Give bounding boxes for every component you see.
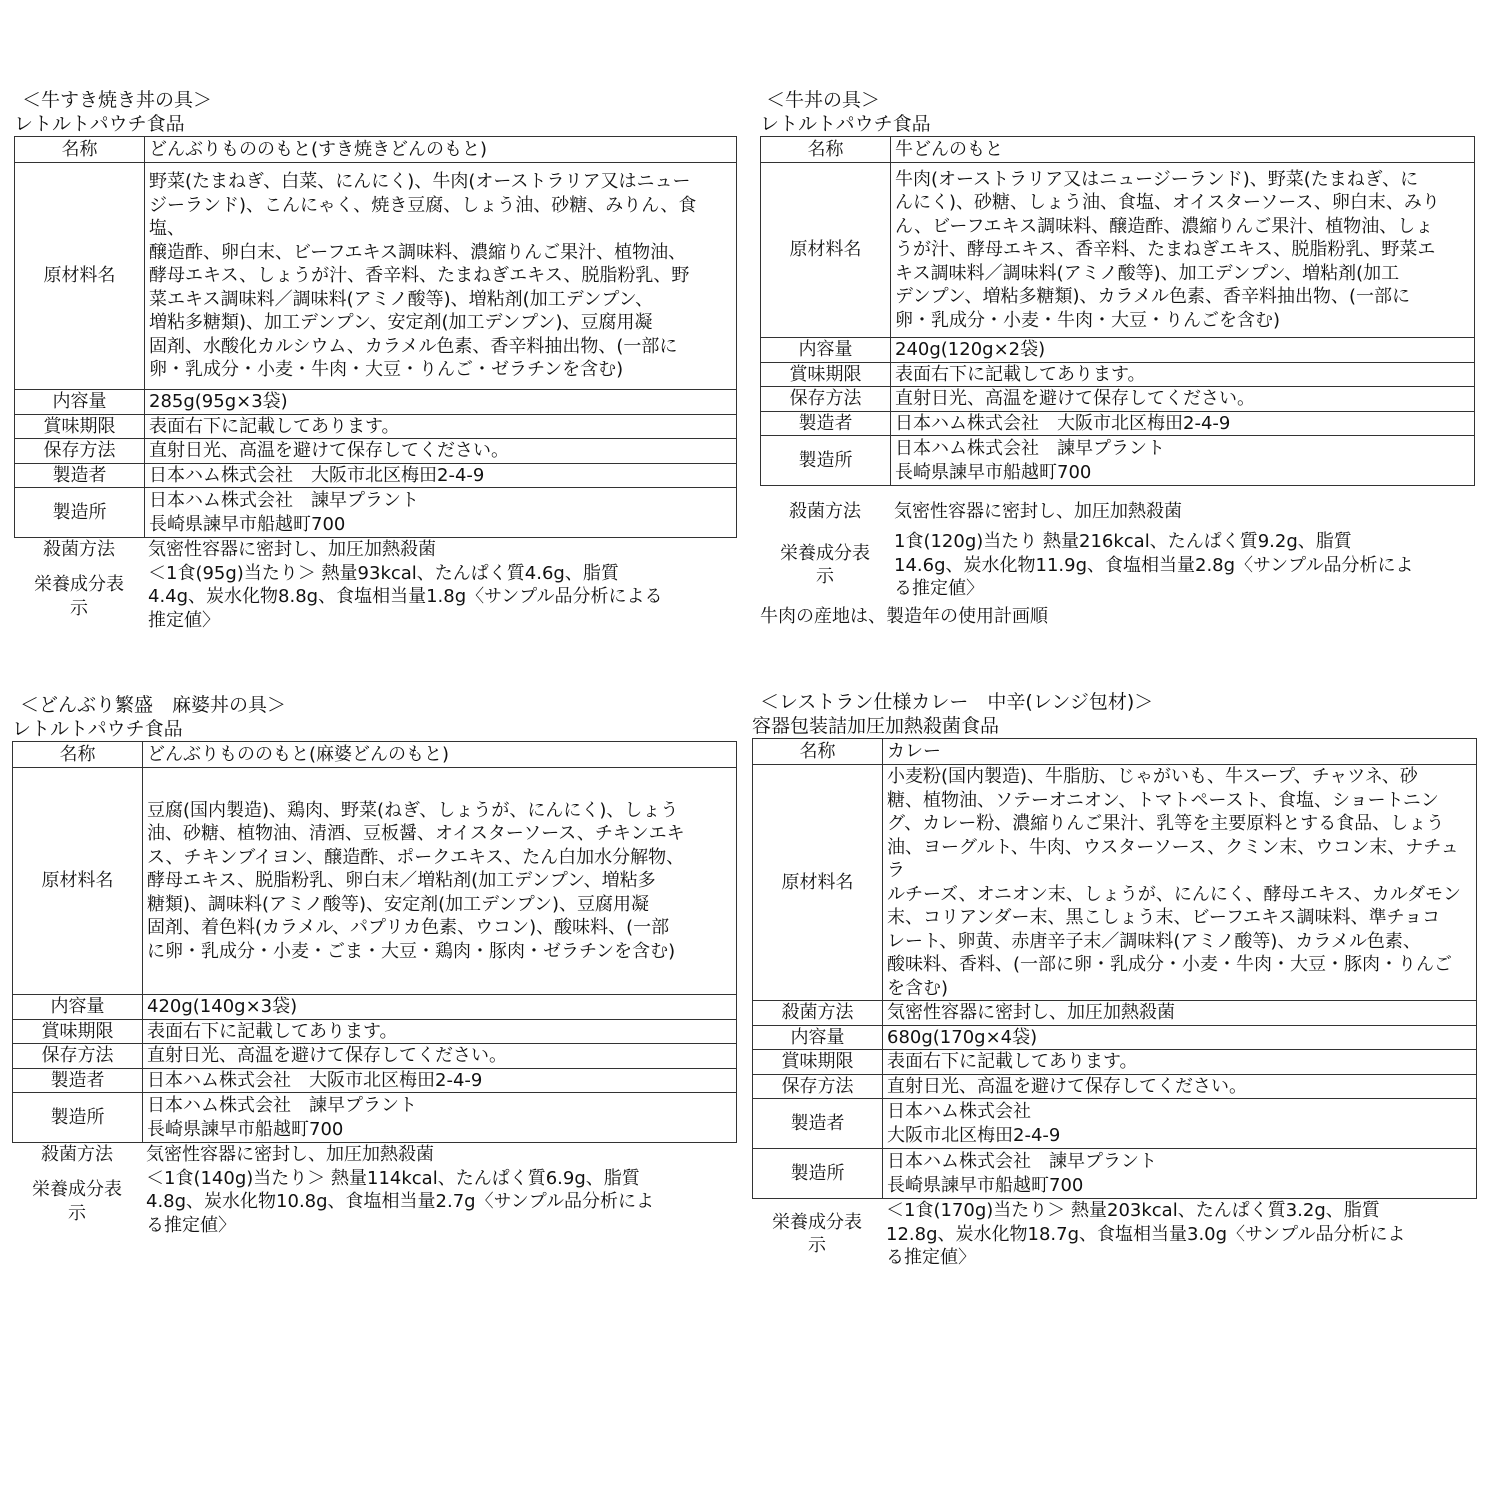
- best-before-value: 表面右下に記載してあります。: [891, 362, 1475, 387]
- label-ingredients: 原材料名: [761, 163, 891, 338]
- maker-value: 日本ハム株式会社 大阪市北区梅田2-4-9: [883, 1099, 1477, 1149]
- label-name: 名称: [761, 137, 891, 163]
- nutrition-value: 1食(120g)当たり 熱量216kcal、たんぱく質9.2g、脂質 14.6g、炭水化物11.9g、食塩相当量2.8g〈サンプル品分析によ る推定値〉: [894, 531, 1414, 599]
- mabo-kind: レトルトパウチ食品: [12, 718, 183, 740]
- label-maker: 製造者: [13, 1068, 143, 1093]
- table-row: [753, 1001, 1477, 1026]
- curry-extra: [752, 1199, 1476, 1270]
- label-factory: 製造所: [761, 436, 891, 486]
- label-storage: 保存方法: [15, 439, 145, 464]
- mabo-extra: [12, 1143, 736, 1237]
- table-row: [13, 1019, 737, 1044]
- label-nutrition: 栄養成分表 示: [780, 542, 870, 588]
- label-sterilization: 殺菌方法: [41, 1144, 113, 1165]
- sukiyaki-kind: レトルトパウチ食品: [14, 113, 185, 135]
- table-row: [760, 530, 1474, 601]
- label-content: 内容量: [753, 1025, 883, 1050]
- table-row: [761, 411, 1475, 436]
- label-storage: 保存方法: [13, 1044, 143, 1069]
- gyudon-kind: レトルトパウチ食品: [760, 113, 931, 135]
- mabo-block: [12, 693, 736, 1237]
- ingredients-text: 野菜(たまねぎ、白菜、にんにく)、牛肉(オーストラリア又はニュー ジーランド)、こんにゃく、焼き豆腐、しょう油、砂糖、みりん、食塩、 醸造酢、卵白末、ビーフエキス調味料、濃縮りんご果汁、植物油、 酵母エキス、しょうが汁、香辛料、たまねぎエキス、脱脂粉乳、野 菜エキス調味料／調味料(アミノ酸等)、増粘剤(加工デンプン、 増粘多糖類)、加工デンプン、安定剤(加工デンプン)、豆腐用凝 固剤、水酸化カルシウム、カラメル色素、香辛料抽出物、(一部に 卵・乳成分・小麦・牛肉・大豆・りんご・ゼラチンを含む): [145, 163, 737, 390]
- table-row: [13, 1068, 737, 1093]
- label-best-before: 賞味期限: [761, 362, 891, 387]
- ingredients-text: 豆腐(国内製造)、鶏肉、野菜(ねぎ、しょうが、にんにく)、しょう 油、砂糖、植物油、清酒、豆板醤、オイスターソース、チキンエキ ス、チキンブイヨン、醸造酢、ポークエキス、たん白加水分解物、 酵母エキス、脱脂粉乳、卵白末／増粘剤(加工デンプン、増粘多 糖類)、調味料(アミノ酸等)、安定剤(加工デンプン)、豆腐用凝 固剤、着色料(カラメル、パプリカ色素、ウコン)、酸味料、(一部 に卵・乳成分・小麦・ごま・大豆・鶏肉・豚肉・ゼラチンを含む): [143, 768, 737, 995]
- table-row: [14, 538, 736, 562]
- label-factory: 製造所: [15, 488, 145, 538]
- nutrition-value: ＜1食(140g)当たり＞ 熱量114kcal、たんぱく質6.9g、脂質 4.8g、炭水化物10.8g、食塩相当量2.7g〈サンプル品分析によ る推定値〉: [146, 1167, 654, 1236]
- label-sterilization: 殺菌方法: [43, 539, 115, 560]
- table-row: [14, 562, 736, 633]
- label-name: 名称: [753, 739, 883, 765]
- label-sterilization: 殺菌方法: [753, 1001, 883, 1026]
- storage-value: 直射日光、高温を避けて保存してください。: [143, 1044, 737, 1069]
- maker-value: 日本ハム株式会社 大阪市北区梅田2-4-9: [143, 1068, 737, 1093]
- table-row: [15, 439, 737, 464]
- table-row: [13, 768, 737, 995]
- label-content: 内容量: [761, 338, 891, 363]
- sterilization-value: 気密性容器に密封し、加圧加熱殺菌: [148, 539, 436, 560]
- sukiyaki-title: ＜牛すき焼き丼の具＞: [22, 89, 213, 111]
- table-row: [15, 137, 737, 163]
- label-maker: 製造者: [753, 1099, 883, 1149]
- ingredients-text: 牛肉(オーストラリア又はニュージーランド)、野菜(たまねぎ、に んにく)、砂糖、しょう油、食塩、オイスターソース、卵白末、みり ん、ビーフエキス調味料、醸造酢、濃縮りんご果汁、植物油、しょ うが汁、酵母エキス、香辛料、たまねぎエキス、脱脂粉乳、野菜エ キス調味料／調味料(アミノ酸等)、加工デンプン、増粘剤(加工 デンプン、増粘多糖類)、カラメル色素、香辛料抽出物、(一部に 卵・乳成分・小麦・牛肉・大豆・りんごを含む): [891, 163, 1475, 338]
- label-sterilization: 殺菌方法: [789, 501, 861, 523]
- sterilization-value: 気密性容器に密封し、加圧加熱殺菌: [883, 1001, 1477, 1026]
- product-name: カレー: [883, 739, 1477, 765]
- best-before-value: 表面右下に記載してあります。: [143, 1019, 737, 1044]
- label-content: 内容量: [15, 390, 145, 415]
- table-row: [761, 137, 1475, 163]
- table-row: [13, 1093, 737, 1143]
- table-row: [15, 163, 737, 390]
- label-content: 内容量: [13, 995, 143, 1020]
- table-row: [753, 1074, 1477, 1099]
- storage-value: 直射日光、高温を避けて保存してください。: [883, 1074, 1477, 1099]
- label-best-before: 賞味期限: [15, 414, 145, 439]
- table-row: [753, 1025, 1477, 1050]
- factory-value: 日本ハム株式会社 諫早プラント 長崎県諫早市船越町700: [143, 1093, 737, 1143]
- table-row: [761, 362, 1475, 387]
- label-factory: 製造所: [13, 1093, 143, 1143]
- storage-value: 直射日光、高温を避けて保存してください。: [891, 387, 1475, 412]
- gyudon-extra: [760, 494, 1474, 601]
- product-name: どんぶりもののもと(すき焼きどんのもと): [145, 137, 737, 163]
- table-row: [761, 436, 1475, 486]
- label-name: 名称: [15, 137, 145, 163]
- mabo-spec-table: [12, 741, 737, 1143]
- product-name: どんぶりもののもと(麻婆どんのもと): [143, 742, 737, 768]
- table-row: [15, 488, 737, 538]
- maker-value: 日本ハム株式会社 大阪市北区梅田2-4-9: [145, 463, 737, 488]
- label-factory: 製造所: [753, 1149, 883, 1199]
- table-row: [15, 390, 737, 415]
- table-row: [753, 765, 1477, 1001]
- label-ingredients: 原材料名: [15, 163, 145, 390]
- factory-value: 日本ハム株式会社 諫早プラント 長崎県諫早市船越町700: [145, 488, 737, 538]
- label-storage: 保存方法: [761, 387, 891, 412]
- table-row: [12, 1143, 736, 1167]
- gyudon-title: ＜牛丼の具＞: [766, 89, 881, 111]
- nutrition-value: ＜1食(95g)当たり＞ 熱量93kcal、たんぱく質4.6g、脂質 4.4g、炭水化物8.8g、食塩相当量1.8g〈サンプル品分析による 推定値〉: [148, 562, 663, 631]
- curry-spec-table: [752, 738, 1477, 1199]
- table-row: [761, 163, 1475, 338]
- table-row: [15, 414, 737, 439]
- content-value: 285g(95g×3袋): [145, 390, 737, 415]
- content-value: 680g(170g×4袋): [883, 1025, 1477, 1050]
- origin-note: 牛肉の産地は、製造年の使用計画順: [760, 605, 1048, 627]
- table-row: [13, 742, 737, 768]
- table-row: [13, 1044, 737, 1069]
- label-ingredients: 原材料名: [753, 765, 883, 1001]
- table-row: [760, 494, 1474, 530]
- label-best-before: 賞味期限: [13, 1019, 143, 1044]
- table-row: [761, 338, 1475, 363]
- table-row: [753, 1099, 1477, 1149]
- content-value: 240g(120g×2袋): [891, 338, 1475, 363]
- table-row: [761, 387, 1475, 412]
- label-nutrition: 栄養成分表 示: [32, 1179, 122, 1224]
- sukiyaki-extra: [14, 538, 736, 632]
- table-row: [13, 995, 737, 1020]
- best-before-value: 表面右下に記載してあります。: [145, 414, 737, 439]
- factory-value: 日本ハム株式会社 諫早プラント 長崎県諫早市船越町700: [891, 436, 1475, 486]
- mabo-title: ＜どんぶり繁盛 麻婆丼の具＞: [20, 694, 287, 716]
- curry-title: ＜レストラン仕様カレー 中辛(レンジ包材)＞: [760, 691, 1154, 713]
- table-row: [753, 1149, 1477, 1199]
- best-before-value: 表面右下に記載してあります。: [883, 1050, 1477, 1075]
- maker-value: 日本ハム株式会社 大阪市北区梅田2-4-9: [891, 411, 1475, 436]
- sukiyaki-block: [14, 88, 736, 632]
- sterilization-value: 気密性容器に密封し、加圧加熱殺菌: [146, 1144, 434, 1165]
- label-ingredients: 原材料名: [13, 768, 143, 995]
- nutrition-value: ＜1食(170g)当たり＞ 熱量203kcal、たんぱく質3.2g、脂質 12.8g、炭水化物18.7g、食塩相当量3.0g〈サンプル品分析によ る推定値〉: [886, 1200, 1406, 1268]
- gyudon-spec-table: [760, 136, 1475, 486]
- storage-value: 直射日光、高温を避けて保存してください。: [145, 439, 737, 464]
- label-maker: 製造者: [761, 411, 891, 436]
- curry-block: [752, 690, 1476, 1270]
- label-name: 名称: [13, 742, 143, 768]
- table-row: [752, 1199, 1476, 1270]
- table-row: [15, 463, 737, 488]
- label-nutrition: 栄養成分表 示: [772, 1211, 862, 1257]
- gyudon-block: [760, 88, 1474, 628]
- label-best-before: 賞味期限: [753, 1050, 883, 1075]
- sterilization-value: 気密性容器に密封し、加圧加熱殺菌: [894, 501, 1182, 523]
- label-storage: 保存方法: [753, 1074, 883, 1099]
- content-value: 420g(140g×3袋): [143, 995, 737, 1020]
- table-row: [12, 1167, 736, 1238]
- table-row: [753, 1050, 1477, 1075]
- sukiyaki-spec-table: [14, 136, 737, 538]
- table-row: [753, 739, 1477, 765]
- product-name: 牛どんのもと: [891, 137, 1475, 163]
- label-maker: 製造者: [15, 463, 145, 488]
- factory-value: 日本ハム株式会社 諫早プラント 長崎県諫早市船越町700: [883, 1149, 1477, 1199]
- label-nutrition: 栄養成分表 示: [34, 574, 124, 619]
- ingredients-text: 小麦粉(国内製造)、牛脂肪、じゃがいも、牛スープ、チャツネ、砂 糖、植物油、ソテーオニオン、トマトペースト、食塩、ショートニン グ、カレー粉、濃縮りんご果汁、乳等を主要原料とする食品、しょう 油、ヨーグルト、牛肉、ウスターソース、クミン末、ウコン末、ナチュラ ルチーズ、オニオン末、しょうが、にんにく、酵母エキス、カルダモン 末、コリアンダー末、黒こしょう末、ビーフエキス調味料、準チョコ レート、卵黄、赤唐辛子末／調味料(アミノ酸等)、カラメル色素、 酸味料、香料、(一部に卵・乳成分・小麦・牛肉・大豆・豚肉・りんご を含む): [883, 765, 1477, 1001]
- curry-kind: 容器包装詰加圧加熱殺菌食品: [752, 715, 1000, 737]
